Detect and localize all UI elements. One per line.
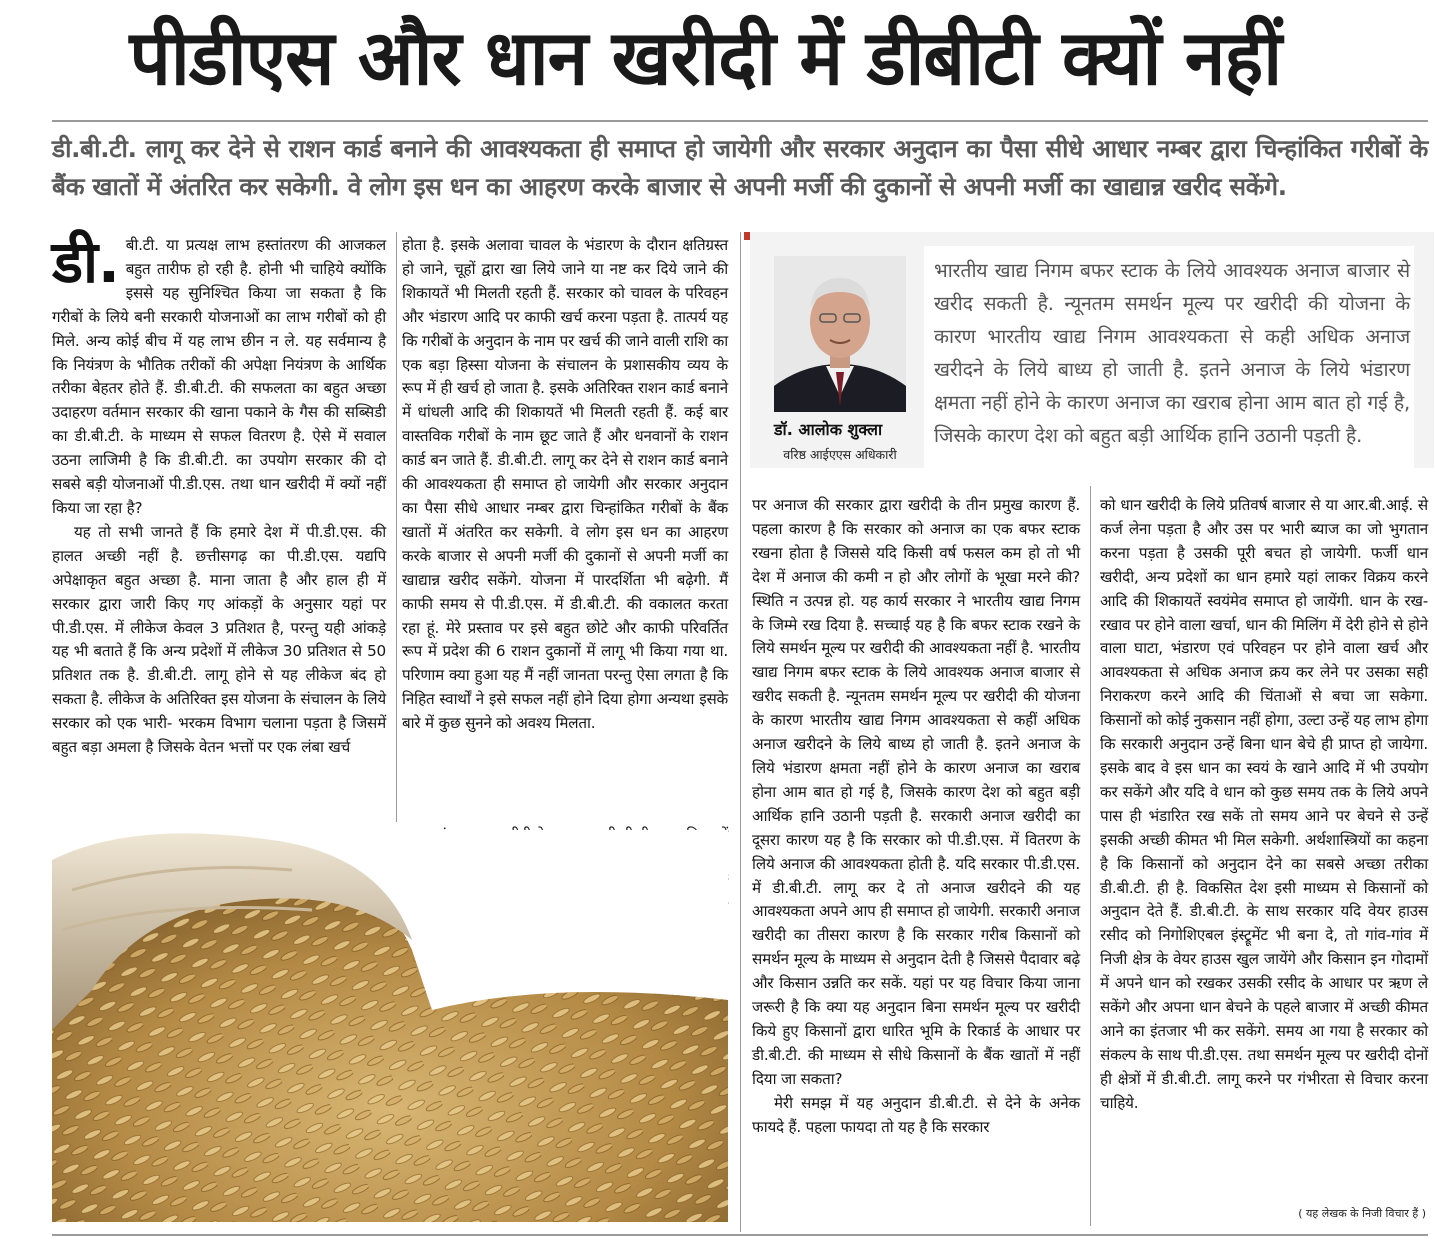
author-title: वरिष्ठ आईएएस अधिकारी xyxy=(783,447,897,462)
author-name: डॉ. आलोक शुक्ला xyxy=(774,420,883,439)
top-divider xyxy=(52,120,1428,122)
column-1-paragraph-2: यह तो सभी जानते हैं कि हमारे देश में पी.डी.एस. की हालत अच्छी नहीं है. छत्तीसगढ़ का पी.डी.एस. यद्यपि अपेक्षाकृत बहुत अच्छा है. माना जाता है और हाल ही में सरकार द्वारा जारी किए गए आंकड़ों के अनुसार यहां पर पी.डी.एस. में लीकेज केवल 3 प्रतिशत है, परन्तु यही आंकड़े यह भी बताते हैं कि अन्य प्रदेशों में लीकेज 30 प्रतिशत से 50 प्रतिशत तक है. डी.बी.टी. लागू होने से यह लीकेज बंद हो सकता है. लीकेज के अतिरिक्त इस योजना के संचालन के लिये सरकार को एक भारी- भरकम विभाग चलाना पड़ता है जिसमें बहुत बड़ा अमला है जिसके वेतन भत्तों पर एक लंबा खर्च xyxy=(52,522,386,757)
column-3 xyxy=(752,494,1080,1139)
column-3-paragraph-2: मेरी समझ में यह अनुदान डी.बी.टी. से देने के अनेक फायदे हैं. पहला फायदा तो यह है कि सरकार xyxy=(752,1093,1080,1136)
deck-summary: डी.बी.टी. लागू कर देने से राशन कार्ड बनाने की आवश्यकता ही समाप्त हो जायेगी और सरकार अनुदान का पैसा सीधे आधार नम्बर द्वारा चिन्हांकित गरीबों के बैंक खातों में अंतरित कर सकेगी. वे लोग इस धन का आहरण करके बाजार से अपनी मर्जी की दुकानों से अपनी मर्जी का खाद्यान्न खरीद सकेंगे. xyxy=(52,134,1428,201)
column-1-paragraph-1: डी. बी.टी. या प्रत्यक्ष लाभ हस्तांतरण की आजकल बहुत तारीफ हो रही है. होनी भी चाहिये क्योंकि इससे यह सुनिश्चित किया जा सकता है कि गरीबों के लिये बनी सरकारी योजनाओं का लाभ गरीबों को ही मिले. अन्य कोई बीच में यह लाभ छीन न ले. यह सर्वमान्य है कि नियंत्रण के भौतिक तरीकों की अपेक्षा नियंत्रण के आर्थिक तरीका बेहतर होते हैं. डी.बी.टी. की सफलता का बहुत अच्छा उदाहरण वर्तमान सरकार की खाना पकाने के गैस की सब्सिडी का डी.बी.टी. के माध्यम से सफल वितरण है. ऐसे में सवाल उठना लाजिमी है कि डी.बी.टी. का उपयोग सरकार की दो सबसे बड़ी योजनाओं पी.डी.एस. तथा धान खरीदी में क्यों नहीं किया जा रहा है? xyxy=(52,228,386,517)
column-2 xyxy=(402,234,728,736)
disclaimer-note: ( यह लेखक के निजी विचार हैं ) xyxy=(1298,1207,1426,1220)
column-divider-1 xyxy=(396,232,397,822)
column-divider-3 xyxy=(1090,486,1091,1226)
author-photo xyxy=(774,256,906,412)
column-1 xyxy=(52,228,386,760)
drop-cap: डी. xyxy=(52,228,120,296)
column-4-paragraph-1: को धान खरीदी के लिये प्रतिवर्ष बाजार से या आर.बी.आई. से कर्ज लेना पड़ता है और उस पर भारी ब्याज का जो भुगतान करना पड़ता है उसकी पूरी बचत हो जायेगी. फर्जी धान खरीदी, अन्य प्रदेशों का धान हमारे यहां लाकर विक्रय करने आदि की शिकायतें स्वयंमेव समाप्त हो जायेंगी. धान के रख-रखाव पर होने वाला खर्चा, धान की मिलिंग में देरी होने से होने वाला घाटा, भंडारण एवं परिवहन पर होने वाला खर्च और आवश्यकता से अधिक अनाज क्रय कर लेने पर उसका सही निराकरण करने आदि की चिंताओं से बचा जा सकेगा. किसानों को कोई नुकसान नहीं होगा, उल्टा उन्हें यह लाभ होगा कि सरकारी अनुदान उन्हें बिना धान बेचे ही प्राप्त हो जायेगा. इसके बाद वे इस धान का स्वयं के खाने आदि में भी उपयोग कर सकेंगे और यदि वे धान को कुछ समय तक के लिये अपने पास ही भंडारित रख सकें तो समय आने पर बेचने से उन्हें इसकी अच्छी कीमत भी मिल सकेगी. अर्थशास्त्रियों का कहना है कि किसानों को अनुदान देने का सबसे अच्छा तरीका डी.बी.टी. ही है. विकसित देश इसी माध्यम से किसानों को अनुदान देते हैं. डी.बी.टी. के साथ सरकार यदि वेयर हाउस रसीद को निगोशिएबल इंस्ट्रूमेंट भी बना दे, तो गांव-गांव में निजी क्षेत्र के वेयर हाउस खुल जायेंगे और किसान इन गोदामों में अपने धान को रखकर उसकी रसीद के आधार पर ऋण ले सकेंगे और अपना धान बेचने के पहले बाजार में अच्छी कीमत आने का इंतजार भी कर सकेंगे. समय आ गया है सरकार को संकल्प के साथ पी.डी.एस. तथा समर्थन मूल्य पर खरीदी दोनों ही क्षेत्रों में डी.बी.टी. लागू करने पर गंभीरता से विचार करना चाहिये. xyxy=(1100,496,1428,1112)
column-divider-2 xyxy=(740,232,741,1232)
column-2-paragraph-1: होता है. इसके अलावा चावल के भंडारण के दौरान क्षतिग्रस्त हो जाने, चूहों द्वारा खा लिये जाने या नष्ट कर दिये जाने की शिकायतें भी मिलती रहती हैं. सरकार को चावल के परिवहन और भंडारण आदि पर काफी खर्च करना पड़ता है. तात्पर्य यह कि गरीबों के अनुदान के नाम पर खर्च की जाने वाली राशि का एक बड़ा हिस्सा योजना के संचालन के प्रशासकीय व्यय के रूप में ही खर्च हो जाता है. इसके अतिरिक्त राशन कार्ड बनाने में धांधली आदि की शिकायतें भी मिलती रहती हैं. कई बार वास्तविक गरीबों के नाम छूट जाते हैं और धनवानों के राशन कार्ड बन जाते हैं. डी.बी.टी. लागू कर देने से राशन कार्ड बनाने की आवश्यकता ही समाप्त हो जायेगी और सरकार अनुदान का पैसा सीधे आधार नम्बर द्वारा चिन्हांकित गरीबों के बैंक खातों में अंतरित कर सकेगी. वे लोग इस धन का आहरण करके बाजार से अपनी मर्जी की दुकानों से अपनी मर्जी का खाद्यान्न खरीद सकेंगे. योजना में पारदर्शिता भी बढ़ेगी. मैं काफी समय से पी.डी.एस. में डी.बी.टी. की वकालत करता रहा हूं. मेरे प्रस्ताव पर इसे बहुत छोटे और काफी परिवर्तित रूप में प्रदेश की 6 राशन दुकानों में लागू भी किया गया था. परिणाम क्या हुआ यह मैं नहीं जानता परन्तु ऐसा लगता है कि निहित स्वार्थों ने इसे सफल नहीं होने दिया होगा अन्यथा इसके बारे में कुछ सुनने को अवश्य मिलता. xyxy=(402,236,728,733)
rice-sack-photo xyxy=(52,830,728,1222)
column-3-paragraph-1: पर अनाज की सरकार द्वारा खरीदी के तीन प्रमुख कारण हैं. पहला कारण है कि सरकार को अनाज का एक बफर स्टाक रखना होता है जिससे यदि किसी वर्ष फसल कम हो तो भी देश में अनाज की कमी न हो और लोगों के भूखा मरने की? स्थिति न उत्पन्न हो. यह कार्य सरकार ने भारतीय खाद्य निगम के जिम्मे रख दिया है. सच्चाई यह है कि बफर स्टाक रखने के लिये समर्थन मूल्य पर खरीदी की आवश्यकता नहीं है. भारतीय खाद्य निगम बफर स्टाक के लिये आवश्यक अनाज बाजार से खरीद सकती है. न्यूनतम समर्थन मूल्य पर खरीदी की योजना के कारण भारतीय खाद्य निगम आवश्यकता से कहीं अधिक अनाज खरीदने के लिये बाध्य हो जाती है. इतने अनाज के लिये भंडारण क्षमता नहीं होने के कारण अनाज का खराब होना आम बात हो गई है, जिसके कारण देश को बहुत बड़ी आर्थिक हानि उठानी पड़ती है. सरकारी अनाज खरीदी का दूसरा कारण यह है कि सरकार को पी.डी.एस. में वितरण के लिये अनाज की आवश्यकता होती है. यदि सरकार पी.डी.एस. में डी.बी.टी. लागू कर दे तो अनाज खरीदने की यह आवश्यकता अपने आप ही समाप्त हो जायेगी. सरकारी अनाज खरीदी का तीसरा कारण है कि सरकार गरीब किसानों को समर्थन मूल्य के माध्यम से अनुदान देती है जिससे पैदावार बढ़े और किसान उन्नति कर सकें. यहां पर यह विचार किया जाना जरूरी है कि क्या यह अनुदान बिना समर्थन मूल्य पर खरीदी किये हुए किसानों द्वारा धारित भूमि के रिकार्ड के आधार पर डी.बी.टी. की माध्यम से सीधे किसानों के बैंक खातों में नहीं दिया जा सकता? xyxy=(752,496,1080,1088)
pullquote-text: भारतीय खाद्य निगम बफर स्टाक के लिये आवश्यक अनाज बाजार से खरीद सकती है. न्यूनतम समर्थन मूल्य पर खरीदी की योजना के कारण भारतीय खाद्य निगम आवश्यकता से कही अधिक अनाज खरीदने के लिये बाध्य हो जाती है. इतने अनाज के लिये भंडारण क्षमता नहीं होने के कारण अनाज का खराब होना आम बात हो गई है, जिसके कारण देश को बहुत बड़ी आर्थिक हानि उठानी पड़ती है. xyxy=(934,259,1410,447)
column-4 xyxy=(1100,494,1428,1116)
headline: पीडीएस और धान खरीदी में डीबीटी क्यों नहीं xyxy=(129,13,1282,102)
bottom-rule xyxy=(52,1234,1428,1236)
